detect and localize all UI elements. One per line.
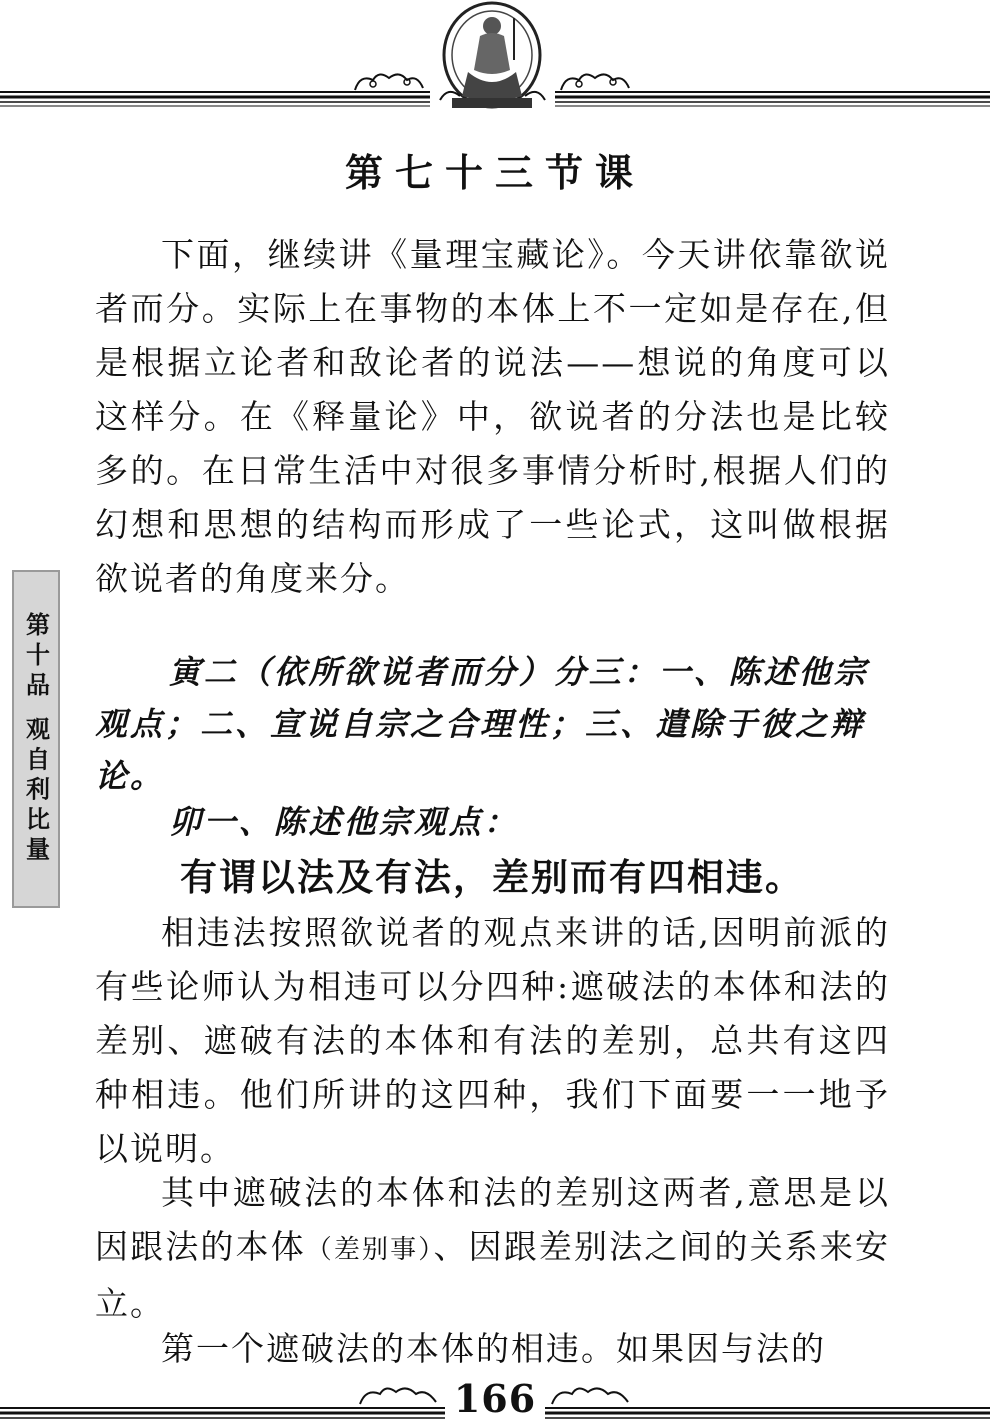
header-cloud-left-icon — [350, 70, 430, 94]
paragraph-text-part: 、因跟差别法之间的关系来安立。 — [95, 1227, 890, 1323]
heading-text: 卯一、陈述他宗观点： — [168, 803, 519, 841]
intro-paragraph — [95, 228, 890, 606]
paragraph-text: 第一个遮破法的本体的相违。如果因与法的 — [161, 1329, 826, 1368]
root-verse: 有谓以法及有法，差别而有四相违。 — [180, 857, 804, 898]
chapter-side-tab — [12, 570, 60, 908]
paragraph-text: 下面，继续讲《量理宝藏论》。今天讲依靠欲说者而分。实际上在事物的本体上不一定如是存在,但是根据立论者和敌论者的说法——想说的角度可以这样分。在《释量论》中，欲说者的分法也是比较多的。在日常生活中对很多事情分析时,根据人们的幻想和思想的结构而形成了一些论式，这叫做根据欲说者的角度来分。 — [95, 235, 890, 598]
section-heading-yin2 — [95, 646, 890, 802]
paragraph-dharma-nature — [95, 1166, 890, 1331]
paragraph-text: 相违法按照欲说者的观点来讲的话,因明前派的有些论师认为相违可以分四种:遮破法的本体和法的差别、遮破有法的本体和有法的差别，总共有这四种相违。他们所讲的这四种，我们下面要一一地予以说明。 — [95, 913, 890, 1168]
section-heading-mao1 — [95, 796, 890, 848]
paragraph-first-contradiction — [95, 1322, 890, 1376]
paragraph-text — [95, 1166, 890, 1331]
page-number: 166 — [453, 1376, 537, 1421]
chapter-side-tab-label: 第十品 观自利比量 — [21, 611, 51, 867]
paragraph-text-part: 其中遮破法的本体和法的差别这两者,意思是以因跟法的本体 — [95, 1173, 890, 1266]
annotation-small: （差别事） — [305, 1235, 434, 1265]
paragraph-four-contradictions — [95, 906, 890, 1176]
lesson-title: 第七十三节课 — [344, 150, 645, 195]
header-cloud-right-icon — [556, 70, 636, 94]
guru-rinpoche-figure-icon — [430, 0, 555, 112]
heading-text: 寅二（依所欲说者而分）分三：一、陈述他宗观点；二、宣说自宗之合理性；三、遣除于彼之辩论。 — [95, 653, 869, 795]
